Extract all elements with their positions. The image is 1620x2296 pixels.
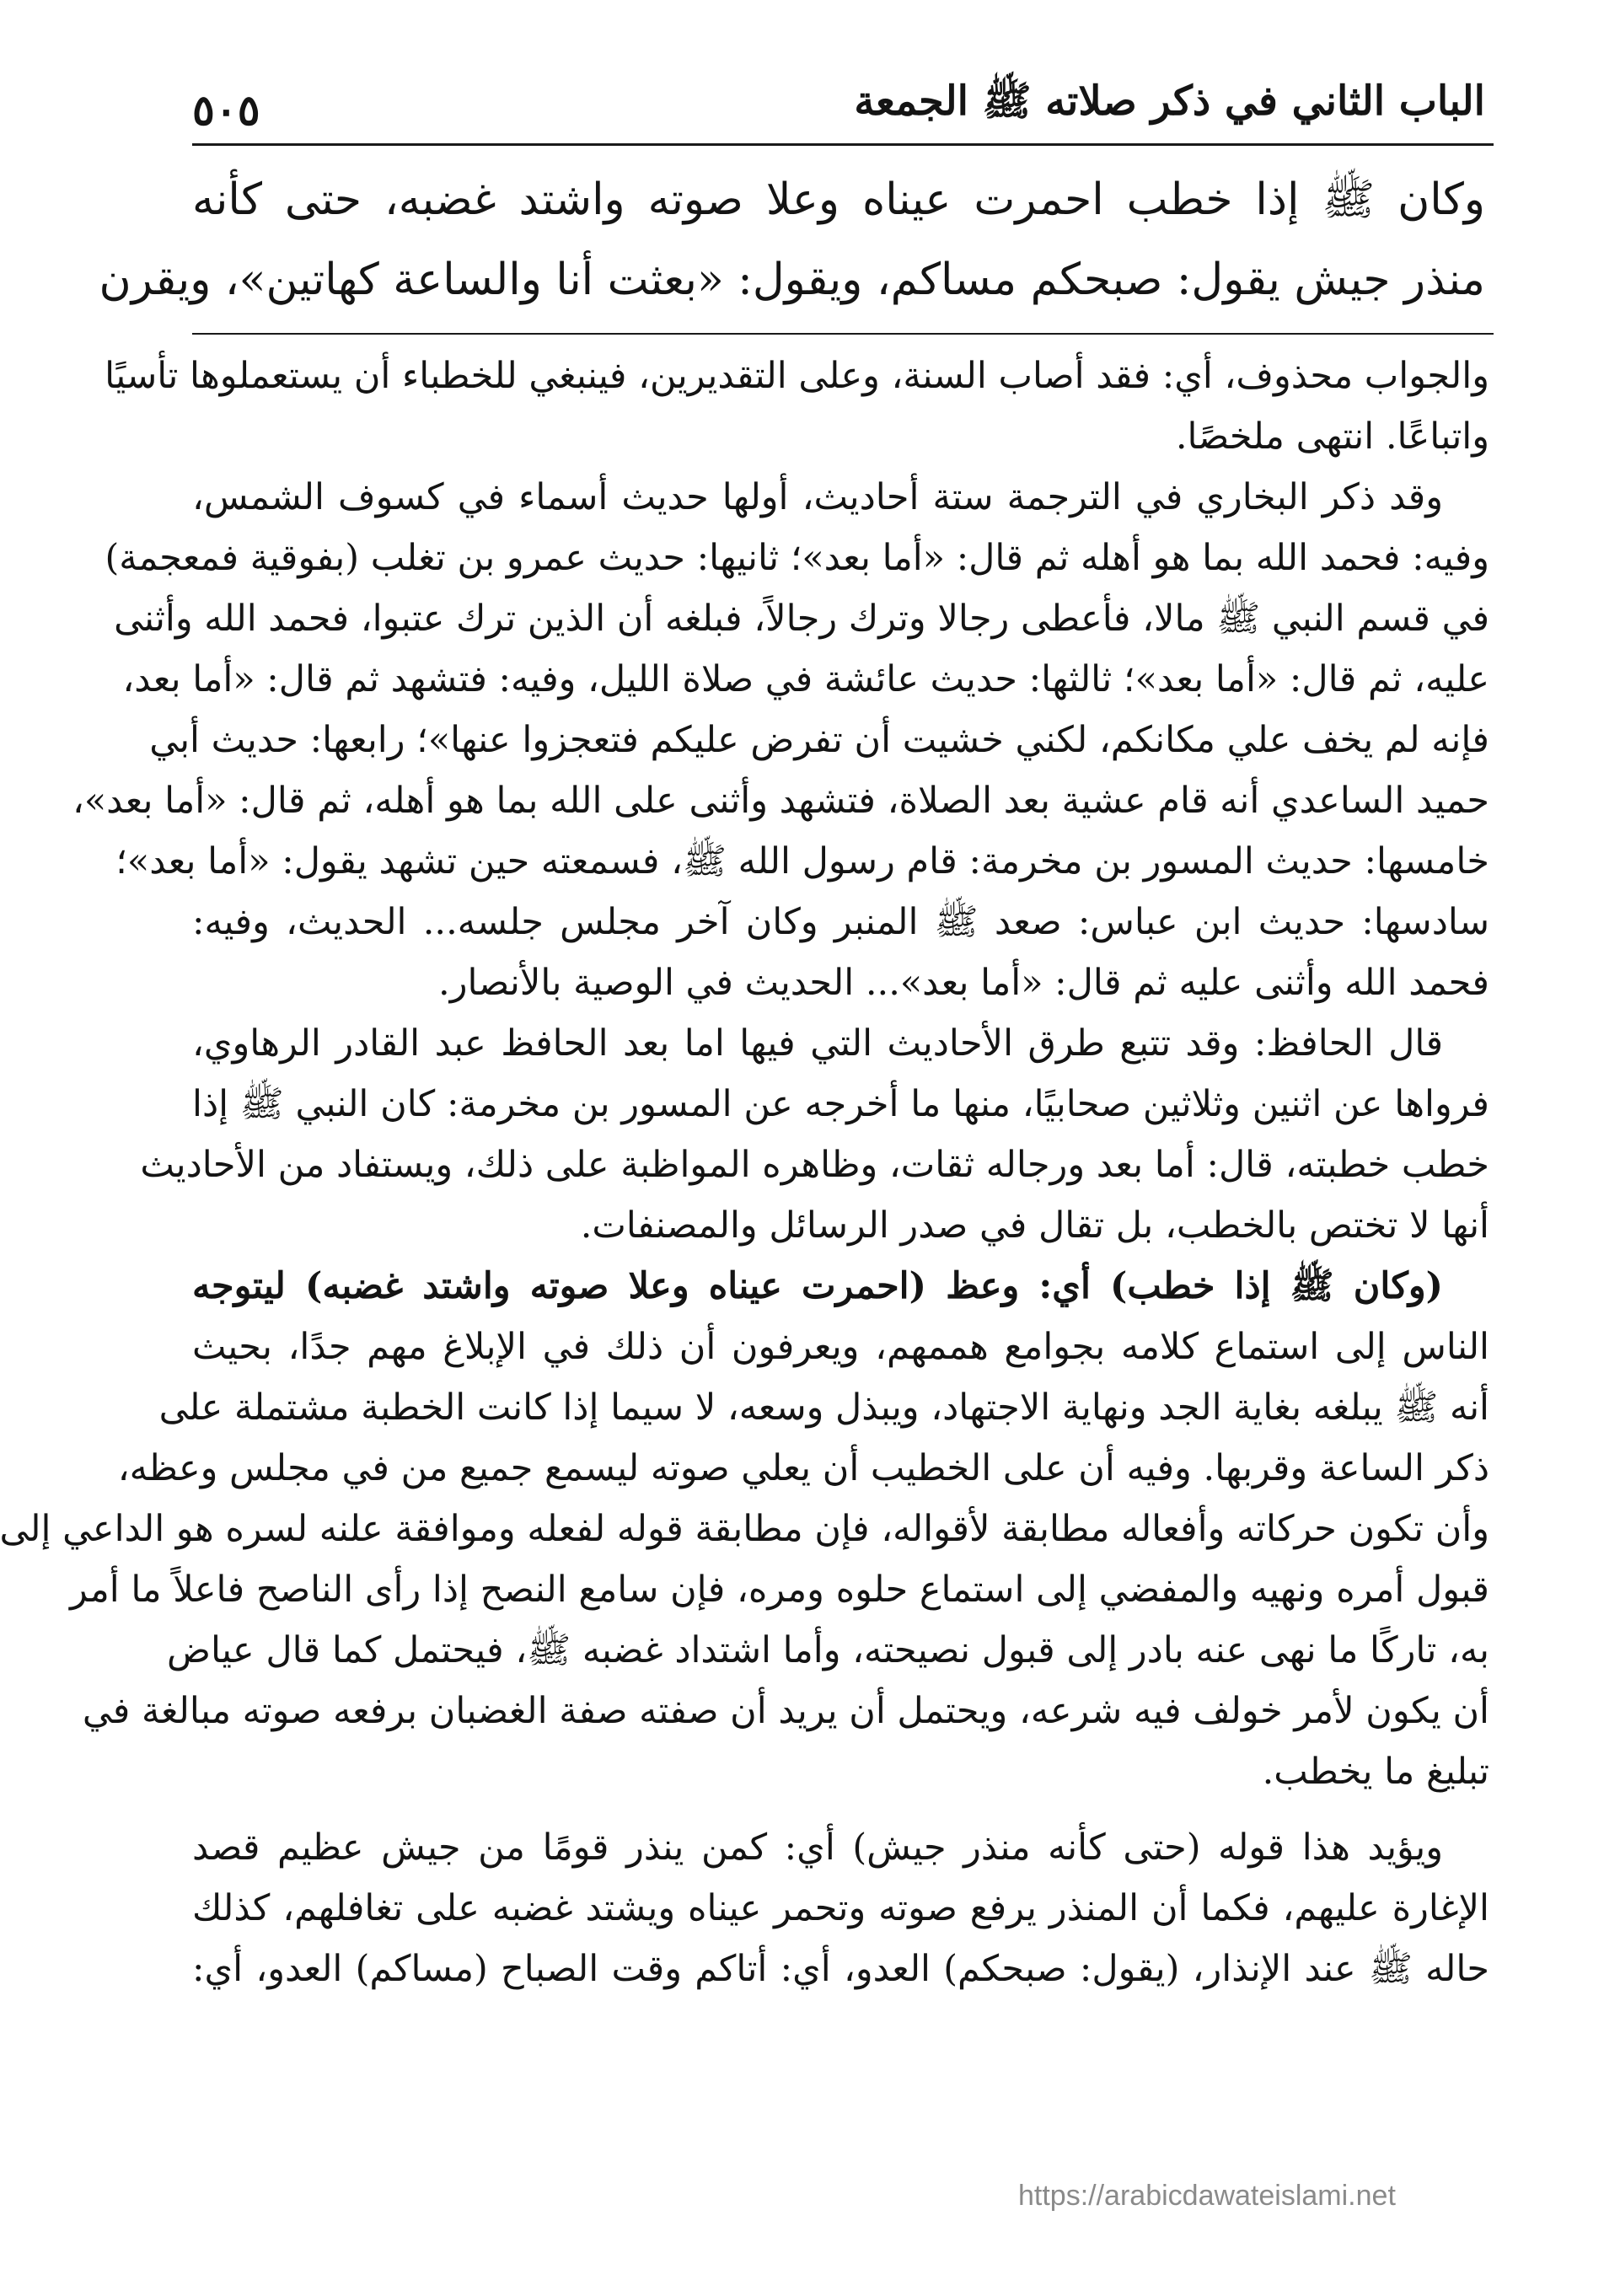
commentary-line: أن يكون لأمر خولف فيه شرعه، ويحتمل أن يريد أن صفته صفة الغضبان برفعه صوته مبالغة في bbox=[82, 1690, 1489, 1732]
commentary-line: أنها لا تختص بالخطب، بل تقال في صدر الرسائل والمصنفات. bbox=[580, 1204, 1489, 1247]
hadith-line: منذر جيش يقول: صبحكم مساكم، ويقول: «بعثت أنا والساعة كهاتين»، ويقرن bbox=[99, 255, 1485, 305]
commentary-line: أنه ﷺ يبلغه بغاية الجد ونهاية الاجتهاد، ويبذل وسعه، لا سيما إذا كانت الخطبة مشتملة على bbox=[158, 1387, 1489, 1429]
watermark-url: https://arabicdawateislami.net bbox=[1018, 2180, 1396, 2212]
page-number: ٥٠٥ bbox=[192, 85, 260, 135]
commentary-line: الناس إلى استماع كلامه بجوامع هممهم، ويعرفون أن ذلك في الإبلاغ مهم جدًا، بحيث bbox=[192, 1326, 1489, 1368]
commentary-line: قال الحافظ: وقد تتبع طرق الأحاديث التي فيها اما بعد الحافظ عبد القادر الرهاوي، bbox=[192, 1022, 1443, 1065]
hadith-text bbox=[99, 160, 1485, 320]
commentary-line: وأن تكون حركاته وأفعاله مطابقة لأقواله، فإن مطابقة قوله لفعله وموافقة علنه لسره هو الداعي إلى bbox=[0, 1508, 1489, 1550]
commentary-line: الإغارة عليهم، فكما أن المنذر يرفع صوته وتحمر عيناه ويشتد غضبه على تغافلهم، كذلك bbox=[192, 1887, 1489, 1929]
commentary-line: قبول أمره ونهيه والمفضي إلى استماع حلوه ومره، فإن سامع النصح إذا رأى الناصح فاعلاً ما أمر bbox=[70, 1569, 1489, 1611]
commentary-line: واتباعًا. انتهى ملخصًا. bbox=[1175, 416, 1489, 458]
commentary-line: فإنه لم يخف علي مكانكم، لكني خشيت أن تفرض عليكم فتعجزوا عنها»؛ رابعها: حديث أبي bbox=[149, 719, 1489, 761]
commentary-line: والجواب محذوف، أي: فقد أصاب السنة، وعلى التقديرين، فينبغي للخطباء أن يستعملوها تأسيًا bbox=[105, 355, 1489, 397]
text-divider bbox=[192, 333, 1494, 335]
commentary-line: تبليغ ما يخطب. bbox=[1262, 1751, 1489, 1793]
commentary-line: حاله ﷺ عند الإنذار، (يقول: صبحكم) العدو، أي: أتاكم وقت الصباح (مساكم) العدو، أي: bbox=[192, 1948, 1489, 1990]
commentary-line: خامسها: حديث المسور بن مخرمة: قام رسول الله ﷺ، فسمعته حين تشهد يقول: «أما بعد»؛ bbox=[115, 840, 1489, 882]
commentary-line: سادسها: حديث ابن عباس: صعد ﷺ المنبر وكان آخر مجلس جلسه... الحديث، وفيه: bbox=[192, 901, 1489, 943]
paragraph-gap bbox=[192, 1802, 1489, 1817]
commentary-line: فحمد الله وأثنى عليه ثم قال: «أما بعد»... الحديث في الوصية بالأنصار. bbox=[438, 962, 1489, 1004]
header-divider bbox=[192, 143, 1494, 146]
hadith-line: وكان ﷺ إذا خطب احمرت عيناه وعلا صوته واشتد غضبه، حتى كأنه bbox=[192, 174, 1485, 225]
commentary-line: وقد ذكر البخاري في الترجمة ستة أحاديث، أولها حديث أسماء في كسوف الشمس، bbox=[192, 476, 1443, 518]
commentary-line: به، تاركًا ما نهى عنه بادر إلى قبول نصيحته، وأما اشتداد غضبه ﷺ، فيحتمل كما قال عياض bbox=[166, 1629, 1489, 1671]
page-header bbox=[192, 67, 1485, 135]
commentary-line: وفيه: فحمد الله بما هو أهله ثم قال: «أما بعد»؛ ثانيها: حديث عمرو بن تغلب (بفوقية فمعجمة) bbox=[105, 537, 1489, 579]
commentary-line: عليه، ثم قال: «أما بعد»؛ ثالثها: حديث عائشة في صلاة الليل، وفيه: فتشهد ثم قال: «أما بعد، bbox=[122, 658, 1489, 700]
commentary-line: فرواها عن اثنين وثلاثين صحابيًا، منها ما أخرجه عن المسور بن مخرمة: كان النبي ﷺ إذا bbox=[192, 1083, 1489, 1125]
commentary-line: حميد الساعدي أنه قام عشية بعد الصلاة، فتشهد وأثنى على الله بما هو أهله، ثم قال: «أما بعد»، bbox=[72, 780, 1489, 822]
chapter-title: الباب الثاني في ذكر صلاته ﷺ الجمعة bbox=[854, 78, 1485, 125]
commentary-line: خطب خطبته، قال: أما بعد ورجاله ثقات، وظاهره المواظبة على ذلك، ويستفاد من الأحاديث bbox=[140, 1144, 1489, 1186]
commentary-text bbox=[0, 346, 1489, 1999]
commentary-line: ويؤيد هذا قوله (حتى كأنه منذر جيش) أي: كمن ينذر قومًا من جيش عظيم قصد bbox=[192, 1827, 1443, 1869]
commentary-line: ذكر الساعة وقربها. وفيه أن على الخطيب أن يعلي صوته ليسمع جميع من في مجلس وعظه، bbox=[117, 1447, 1489, 1489]
commentary-line: (وكان ﷺ إذا خطب) أي: وعظ (احمرت عيناه وعلا صوته واشتد غضبه) ليتوجه bbox=[192, 1265, 1443, 1307]
commentary-line: في قسم النبي ﷺ مالا، فأعطى رجالا وترك رجالاً، فبلغه أن الذين ترك عتبوا، فحمد الله وأثنى bbox=[114, 598, 1489, 640]
